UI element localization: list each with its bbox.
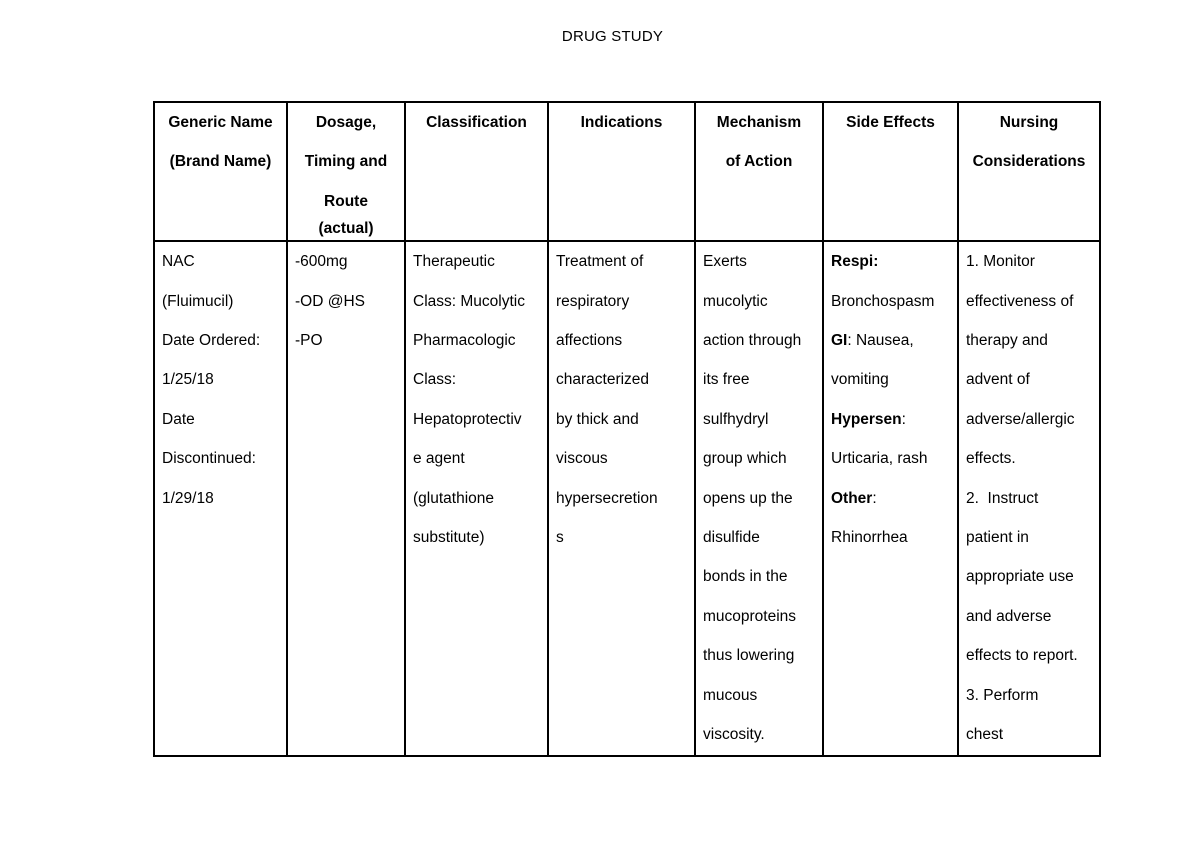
cell-line: 2. Instruct [966,489,1039,507]
cell-line: appropriate use [966,568,1074,586]
header-side-effects [823,102,958,241]
cell-line: Bronchospasm [831,292,935,310]
side-effect-colon: : [872,489,877,507]
cell-mechanism [695,241,823,755]
cell-line: Hepatoprotectiv [413,410,522,428]
header-text: Nursing [999,114,1059,131]
cell-line: advent of [966,371,1030,389]
side-effect-gi [831,321,957,360]
header-text: Generic Name [168,114,273,131]
cell-line: Class: Mucolytic [413,292,525,310]
side-effect-label-hypersen: Hypersen [831,410,902,428]
cell-line: effectiveness of [966,292,1074,310]
cell-line: action through [703,332,802,350]
cell-line: mucous [703,686,758,704]
cell-line: by thick and [556,410,639,428]
cell-line: Date [162,410,195,428]
cell-line: Therapeutic [413,253,495,271]
header-text: Mechanism [716,114,802,131]
cell-line: effects to report. [966,647,1078,665]
cell-line: Exerts [703,253,747,271]
cell-line: patient in [966,529,1029,547]
cell-line: Treatment of [556,253,644,271]
side-effect-text: : Nausea, [847,332,914,350]
header-dosage [287,102,405,241]
cell-line: bonds in the [703,568,788,586]
header-nursing [958,102,1100,241]
drug-study-table [153,101,1101,757]
header-text: Timing and [304,153,388,171]
cell-line: characterized [556,371,650,389]
cell-line: group which [703,450,787,468]
side-effect-hypersen [831,400,957,439]
side-effect-label-gi: GI [831,332,848,350]
cell-line: substitute) [413,529,485,547]
cell-line: NAC [162,253,195,271]
cell-line: disulfide [703,529,760,547]
cell-line: mucolytic [703,292,768,310]
header-text: (Brand Name) [169,153,272,171]
header-classification [405,102,548,241]
header-text: Indications [580,114,663,131]
cell-dosage [287,241,405,755]
cell-line: therapy and [966,332,1048,350]
cell-line: thus lowering [703,647,795,665]
cell-line: -600mg [295,253,348,271]
header-text: Dosage, [315,114,377,131]
cell-line: 1/25/18 [162,371,214,389]
cell-line: s [556,529,564,547]
cell-generic-name [154,241,287,755]
cell-line: vomiting [831,371,889,389]
header-text: Classification [426,114,527,131]
header-text: Route [324,192,368,210]
cell-line: its free [703,371,750,389]
header-text: of Action [725,153,793,171]
cell-line: viscosity. [703,726,765,744]
cell-line: chest [966,726,1004,744]
side-effect-label-other: Other [831,489,873,507]
cell-line: viscous [556,450,608,468]
cell-line: opens up the [703,489,793,507]
cell-nursing [958,241,1100,755]
cell-line: Urticaria, rash [831,450,928,468]
drug-row [154,241,1100,755]
cell-line: e agent [413,450,465,468]
cell-classification [405,241,548,755]
cell-line: Date Ordered: [162,332,261,350]
side-effect-label-respi: Respi: [831,253,879,271]
cell-indications [548,241,695,755]
header-text: Considerations [972,153,1086,171]
cell-line: respiratory [556,292,630,310]
header-text: Side Effects [846,114,935,131]
cell-line: Rhinorrhea [831,529,908,547]
document-title: DRUG STUDY [561,28,664,45]
header-text: (actual) [318,220,374,238]
header-mechanism [695,102,823,241]
cell-side-effects [823,241,958,755]
cell-line: Pharmacologic [413,332,516,350]
cell-line: -OD @HS [295,292,365,310]
cell-line: Class: [413,371,457,389]
cell-line: (Fluimucil) [162,292,234,310]
side-effect-colon: : [901,410,906,428]
cell-line: affections [556,332,623,350]
cell-line: adverse/allergic [966,410,1075,428]
cell-line: and adverse [966,607,1052,625]
cell-line: 1/29/18 [162,489,214,507]
header-generic-name [154,102,287,241]
cell-line: sulfhydryl [703,410,769,428]
cell-line: (glutathione [413,489,495,507]
cell-line: hypersecretion [556,489,658,507]
header-indications [548,102,695,241]
header-row [154,102,1100,241]
cell-line: 3. Perform [966,686,1039,704]
cell-line: mucoproteins [703,607,797,625]
cell-line: Discontinued: [162,450,256,468]
cell-line: -PO [295,332,323,350]
cell-line: effects. [966,450,1016,468]
side-effect-other [831,479,957,518]
cell-line: 1. Monitor [966,253,1035,271]
